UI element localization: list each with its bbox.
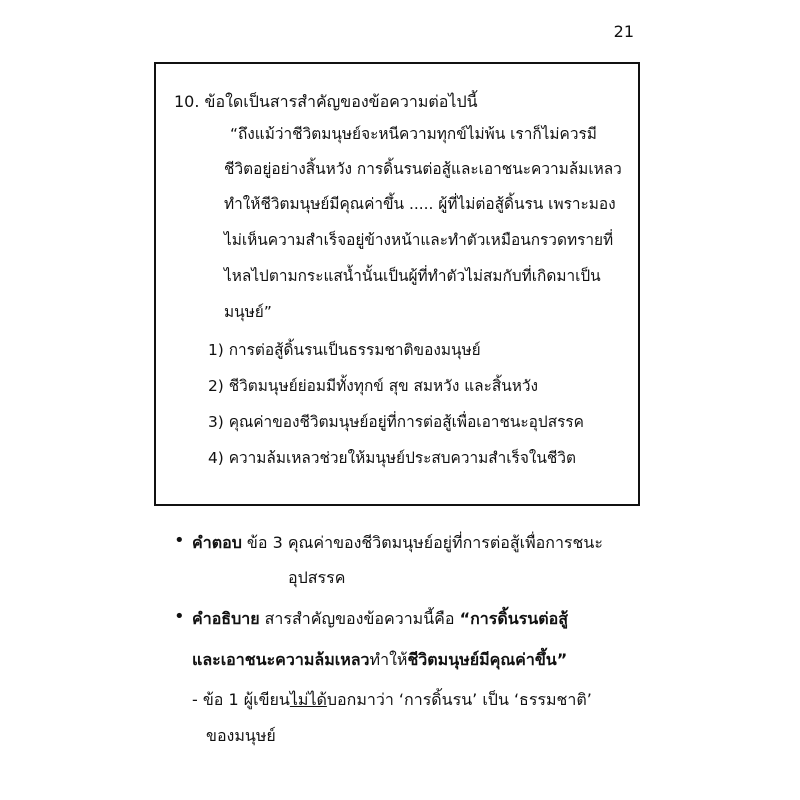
explanation-line xyxy=(192,609,568,629)
page-number: 21 xyxy=(613,22,634,41)
explanation-quote: “การดิ้นรนต่อสู้ xyxy=(459,609,568,628)
passage-line: ไม่เห็นความสำเร็จอยู่ข้างหน้าและทำตัวเหมือนกรวดทรายที่ xyxy=(224,231,614,249)
note-suffix: บอกมาว่า ‘การดิ้นรน’ เป็น ‘ธรรมชาติ’ xyxy=(326,690,592,709)
bullet-icon: • xyxy=(174,530,185,551)
bullet-icon: • xyxy=(174,606,185,627)
answer-continuation: อุปสรรค xyxy=(288,568,346,587)
quote-part: และเอาชนะความล้มเหลว xyxy=(192,650,370,669)
option-2: 2) ชีวิตมนุษย์ย่อมมีทั้งทุกข์ สุข สมหวัง และสิ้นหวัง xyxy=(208,377,539,395)
passage-line: ทำให้ชีวิตมนุษย์มีคุณค่าขึ้น ..... ผู้ที่ไม่ต่อสู้ดิ้นรน เพราะมอง xyxy=(224,195,616,213)
answer-line xyxy=(192,533,603,553)
explanation-intro: สารสำคัญของข้อความนี้คือ xyxy=(259,609,460,628)
explanation-label: คำอธิบาย xyxy=(192,609,260,628)
question-box xyxy=(154,62,640,506)
note-line xyxy=(192,690,592,710)
note-prefix: - ข้อ 1 ผู้เขียน xyxy=(192,690,290,709)
note-continuation: ของมนุษย์ xyxy=(206,726,276,745)
answer-text: ข้อ 3 คุณค่าของชีวิตมนุษย์อยู่ที่การต่อสู้เพื่อการชนะ xyxy=(241,533,603,552)
passage-line: ชีวิตอยู่อย่างสิ้นหวัง การดิ้นรนต่อสู้และเอาชนะความล้มเหลว xyxy=(224,160,622,178)
option-1: 1) การต่อสู้ดิ้นรนเป็นธรรมชาติของมนุษย์ xyxy=(208,341,481,359)
answer-label: คำตอบ xyxy=(192,533,242,552)
quote-part: ทำให้ xyxy=(369,650,408,669)
explanation-quote-line xyxy=(192,650,567,670)
passage-line: มนุษย์” xyxy=(224,303,272,321)
quote-part: ชีวิตมนุษย์มีคุณค่าขึ้น” xyxy=(407,650,568,669)
option-4: 4) ความล้มเหลวช่วยให้มนุษย์ประสบความสำเร็จในชีวิต xyxy=(208,449,576,467)
passage-line: “ถึงแม้ว่าชีวิตมนุษย์จะหนีความทุกข์ไม่พ้น เราก็ไม่ควรมี xyxy=(230,125,597,143)
option-3: 3) คุณค่าของชีวิตมนุษย์อยู่ที่การต่อสู้เพื่อเอาชนะอุปสรรค xyxy=(208,413,584,431)
note-underlined: ไม่ได้ xyxy=(289,690,327,709)
passage-line: ไหลไปตามกระแสน้ำนั้นเป็นผู้ที่ทำตัวไม่สมกับที่เกิดมาเป็น xyxy=(224,267,601,285)
question-title: 10. ข้อใดเป็นสารสำคัญของข้อความต่อไปนี้ xyxy=(174,92,478,111)
